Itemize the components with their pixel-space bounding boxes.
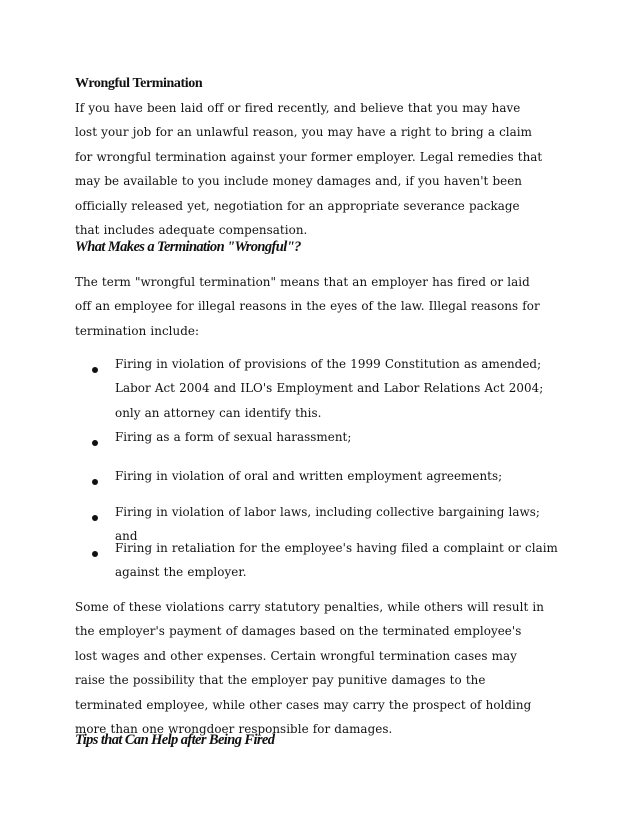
section-heading-what-makes-wrongful: What Makes a Termination "Wrongful"? [75,239,301,255]
definition-paragraph: The term "wrongful termination" means that an employer has fired or laid off an employee for illegal reasons in the eyes of the law. Illegal reasons for termination include: [75,275,540,338]
list-item-text: Firing as a form of sexual harassment; [115,430,352,444]
penalties-paragraph: Some of these violations carry statutory penalties, while others will result in the employer's payment of damages based on the terminated employee's lost wages and other expenses. Certain wrongful termination cases may raise the possibility that the employer pay punitive damages to the terminated employee, while other cases may carry the prospect of holding more than one wrongdoer responsible for damages. [75,600,544,737]
bullet-icon [92,440,98,446]
intro-paragraph: If you have been laid off or fired recently, and believe that you may have lost your job for an unlawful reason, you may have a right to bring a claim for wrongful termination against your former employer. Legal remedies that may be available to you include money damages and, if you haven't been officially released yet, negotiation for an appropriate severance package that includes adequate compensation. [75,101,543,238]
bullet-icon [92,479,98,485]
list-item-text: Firing in violation of labor laws, including collective bargaining laws; and [115,505,540,544]
list-item-text: Firing in retaliation for the employee's having filed a complaint or claim against the employer. [115,541,558,580]
bullet-icon [92,367,98,373]
document-title: Wrongful Termination [75,76,203,91]
section-heading-tips: Tips that Can Help after Being Fired [75,732,275,748]
bullet-icon [92,515,98,521]
list-item-text: Firing in violation of provisions of the 1999 Constitution as amended; Labor Act 2004 and ILO's Employment and Labor Relations Act 2004; only an attorney can identify this. [115,357,544,420]
list-item-text: Firing in violation of oral and written employment agreements; [115,469,503,483]
bullet-icon [92,551,98,557]
